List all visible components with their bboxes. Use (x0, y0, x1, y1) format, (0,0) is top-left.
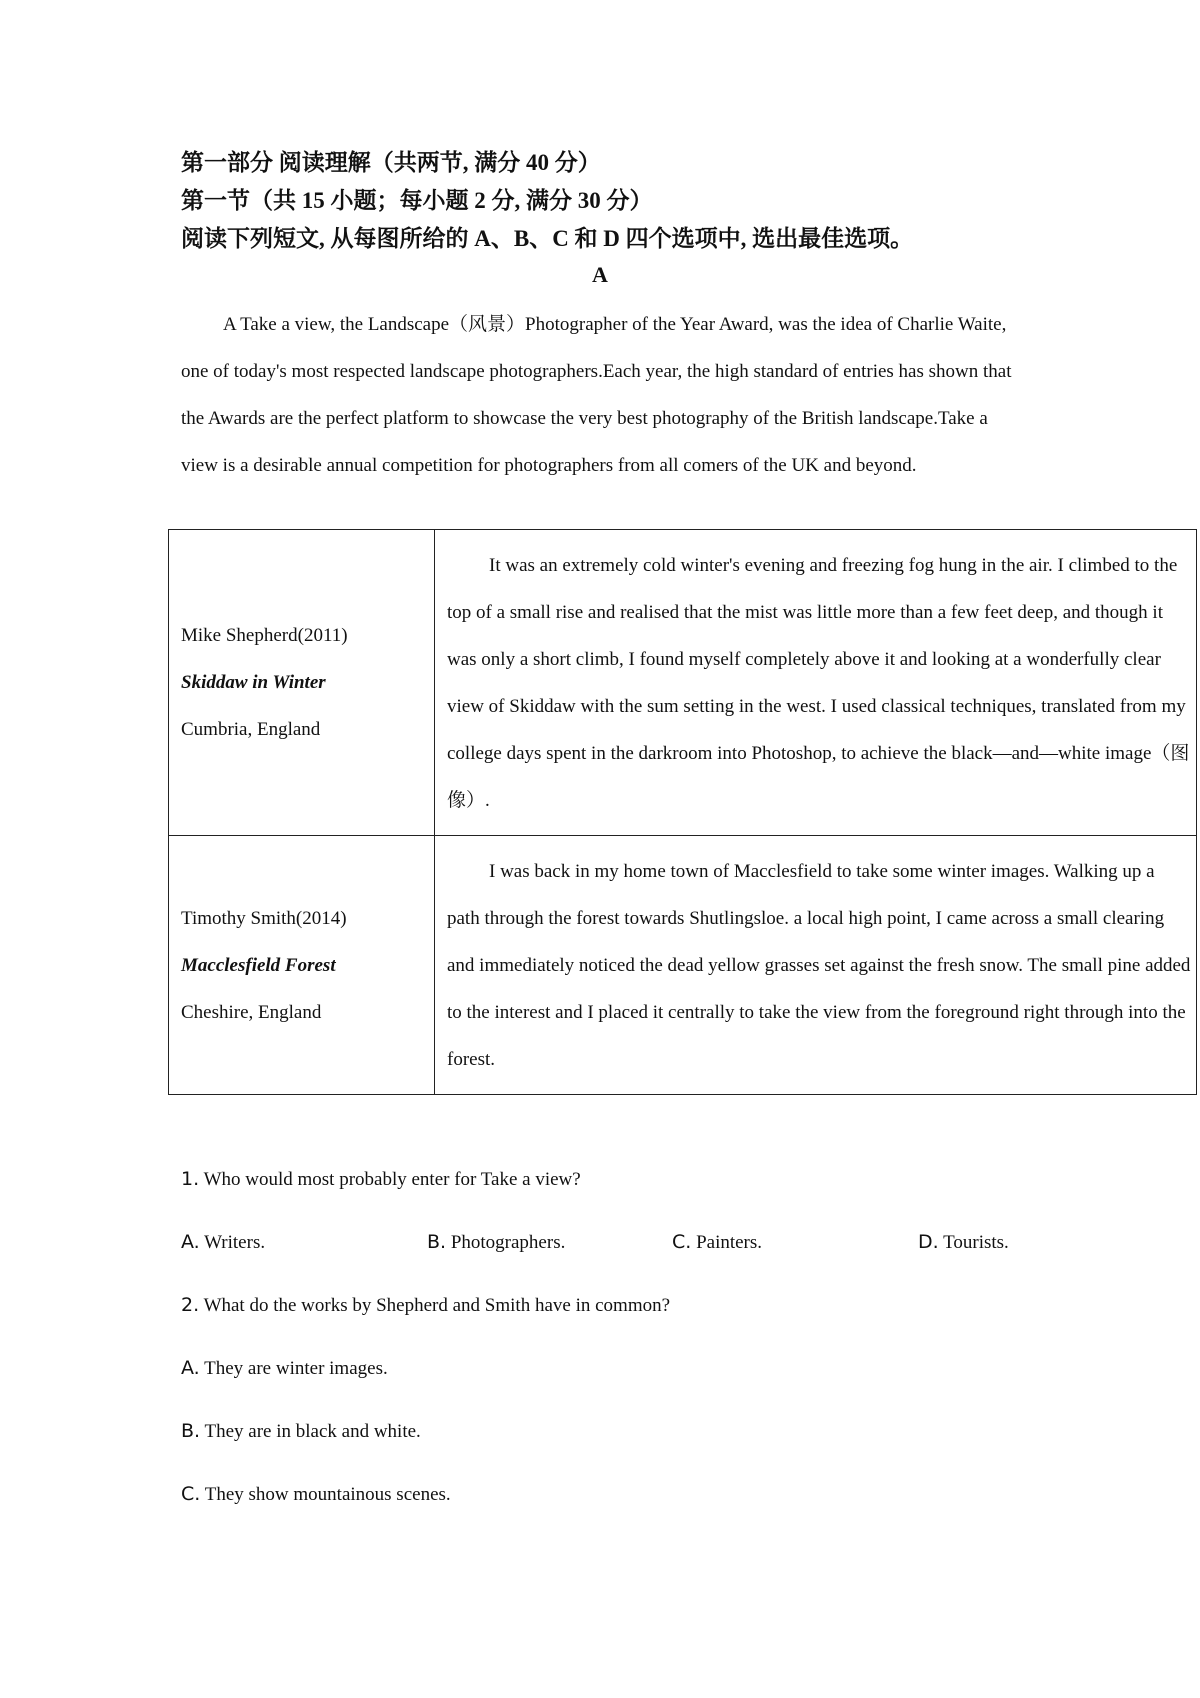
question-text: Who would most probably enter for Take a view? (203, 1169, 581, 1190)
entry-title: Skiddaw in Winter (181, 672, 326, 693)
entry-description-cell (435, 530, 1197, 836)
option-c[interactable] (181, 1480, 451, 1509)
entry-location: Cumbria, England (181, 719, 321, 740)
option-letter: A. (181, 1231, 200, 1253)
entry-author: Mike Shepherd(2011) (181, 625, 348, 646)
question-number: 2. (181, 1294, 200, 1316)
option-text: They are in black and white. (204, 1421, 421, 1442)
entry-info-cell (169, 530, 435, 836)
option-text: Photographers. (450, 1232, 566, 1253)
question-1 (181, 1165, 581, 1194)
option-a[interactable] (181, 1228, 265, 1257)
part-title: 第一部分 阅读理解（共两节, 满分 40 分） (181, 150, 601, 175)
option-letter: B. (181, 1420, 201, 1442)
option-text: They show mountainous scenes. (204, 1484, 451, 1505)
option-a[interactable] (181, 1354, 388, 1383)
option-b[interactable] (427, 1228, 565, 1257)
entry-info-cell (169, 836, 435, 1095)
entries-table (168, 529, 1197, 1095)
option-letter: C. (672, 1231, 692, 1253)
table-row (169, 836, 1197, 1095)
option-text: Tourists. (943, 1232, 1009, 1253)
option-text: Painters. (696, 1232, 763, 1253)
question-number: 1. (181, 1168, 200, 1190)
option-letter: D. (918, 1231, 939, 1253)
option-b[interactable] (181, 1417, 421, 1446)
entry-description-cell (435, 836, 1197, 1095)
entry-description: It was an extremely cold winter's evening and freezing fog hung in the air. I climbed to the top of a small rise and realised that the mist was little more than a few feet deep, and though it was only a short climb, I found myself completely above it and looking at a wonderfully clear view of Skiddaw with the sum setting in the west. I used classical techniques, translated from my college days spent in the darkroom into Photoshop, to achieve the black—and—white image（图像）. (447, 554, 1190, 811)
option-text: Writers. (204, 1232, 266, 1253)
option-text: They are winter images. (204, 1358, 388, 1379)
entry-location: Cheshire, England (181, 1001, 322, 1023)
entry-title: Macclesfield Forest (181, 954, 336, 976)
passage-letter: A (592, 262, 608, 287)
option-letter: B. (427, 1231, 447, 1253)
intro-paragraph: A Take a view, the Landscape（风景）Photographer of the Year Award, was the idea of Charlie Waite, one of today's most respected landscape photographers.Each year, the high standard of entries has shown that the Awards are the perfect platform to showcase the very best photography of the British landscape.Take a view is a desirable annual competition for photographers from all comers of the UK and beyond. (181, 314, 1012, 476)
option-letter: C. (181, 1483, 201, 1505)
entry-author: Timothy Smith(2014) (181, 907, 347, 929)
section-title: 第一节（共 15 小题；每小题 2 分, 满分 30 分） (181, 188, 653, 213)
instruction: 阅读下列短文, 从每图所给的 A、B、C 和 D 四个选项中, 选出最佳选项。 (181, 226, 914, 251)
question-text: What do the works by Shepherd and Smith have in common? (203, 1295, 671, 1316)
option-d[interactable] (918, 1228, 1009, 1257)
option-letter: A. (181, 1357, 200, 1379)
option-c[interactable] (672, 1228, 762, 1257)
table-row (169, 530, 1197, 836)
question-2 (181, 1291, 670, 1320)
entry-description: I was back in my home town of Macclesfield to take some winter images. Walking up a path through the forest towards Shutlingsloe. a local high point, I came across a small clearing and immediately noticed the dead yellow grasses set against the fresh snow. The small pine added to the interest and I placed it centrally to take the view from the foreground right through into the forest. (447, 860, 1191, 1070)
